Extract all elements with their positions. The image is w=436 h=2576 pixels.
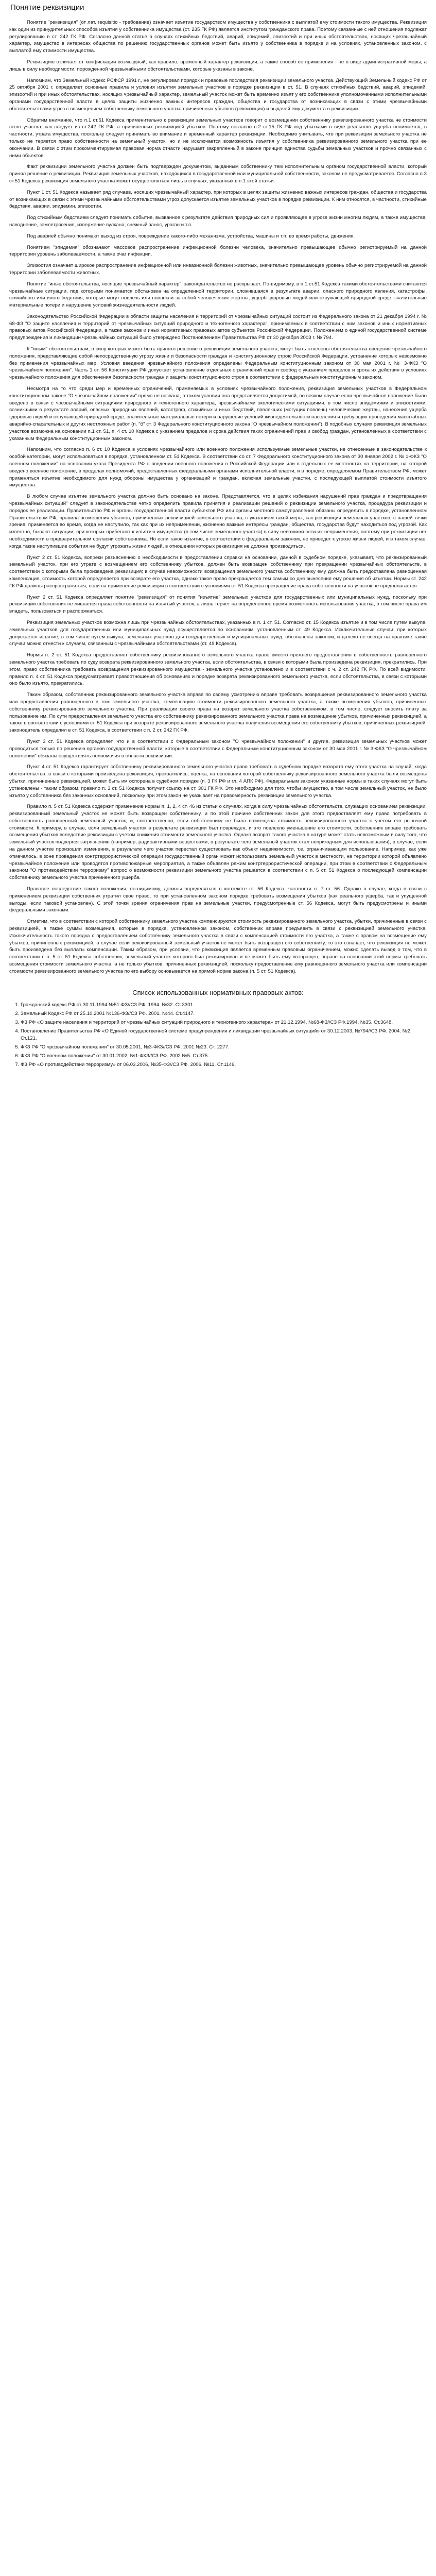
source-item: 5. ФКЗ РФ "О чрезвычайном положении" от 30.05.2001, №3-ФКЗ//СЗ РФ. 2001.№23. Ст. 2277.	[21, 1044, 427, 1051]
sources-title: Список использованных нормативных правовых актов:	[132, 988, 304, 996]
paragraph: Понятие "иные обстоятельства, носящие чрезвычайный характер", законодательство не раскрывает. По-видимому, в п.1 ст.51 Кодекса такими обстоятельствами считаются чрезвычайные ситуации, под которыми понимается обстановка на определенной территории, сложившаяся в результате аварии, опасного природного явления, катастрофы, стихийного или иного бедствия, которые могут повлечь или повлекли за собой человеческие жертвы, ущерб здоровью людей или окружающей природной среде, значительные материальные потери и нарушение условий жизнедеятельности людей.	[9, 281, 427, 309]
paragraph: Под аварией обычно понимают выход из строя, повреждение какого-либо механизма, устройства, машины и т.п. во время работы, движения.	[27, 233, 355, 239]
source-item: 2. Земельный Кодекс РФ от 25.10.2001 №136-ФЗ//СЗ РФ. 2001. №44. Ст.4147.	[21, 1010, 427, 1018]
page-title: Понятие реквизиции	[10, 3, 84, 12]
sources-list	[9, 1002, 427, 1069]
paragraph: Правило п. 5 ст. 51 Кодекса содержит применение нормы п. 1, 2, 4 ст. 46 из статьи о случаях, когда в силу чрезвычайных обстоятельств, служащих основанием реквизиции, реквизированный земельный участок не может быть возвращен собственнику, и по этой причине собственник закон для этого предоставляет ему право потребовать в собственность равноценный земельный участок, и, соответственно, если собственнику не была возмещена стоимость реквизированного участка с учетом его рыночной стоимости. К примеру, в случае, если земельный участок в результате реквизиции был поврежден, и это повлекло уменьшение его стоимости, собственник вправе требовать возмещения убытков вследствие реквизиции с учетом снижения стоимости земельного участка. Однако возврат такого участка в натуре может стать невозможным в силу того, что земельный участок подвергся загрязнению (например, радиоактивными веществами, в результате чего земельный участок стал непригодным для использования), в случае, если на данном участке произошли изменения, в результате чего участок перестал существовать как объект недвижимости, т.е. ограничивающим пользование. Например, как уже отмечалось, в зоне проведения контртеррористической операции государственный орган может использовать земельный участок в местности, на территории которой объявлено чрезвычайное положение или проводятся противопожарные мероприятия, а также объявлен режим контртеррористической операции, при этом в соответствии с Федеральным законом "О противодействии терроризму" вопрос о возможности реквизиции земельного участка решается в соответствии с п. 5 ст. 51 Кодекса о последующей компенсации собственнику земельного участка причиненного ущерба.	[9, 804, 427, 881]
document-body	[9, 19, 427, 975]
paragraph: В любом случае изъятие земельного участка должно быть основано на законе. Представляется, что в целях избежания нарушений прав граждан и предотвращения чрезвычайных ситуаций" следует в законодательстве четко определить правила принятия и реализации решений о реквизиции земельного участка, процедура реквизиции и порядок ее реализации. Правительство РФ и органы государственной власти субъектов РФ или органы местного самоуправления обязаны определить в порядке, установленном Правительством РФ, правила возмещения убытков, причиненных реквизицией земельного участка, с указанием такой меры, как реквизиция земельных участков, с нашей точки зрения, применяется во время, когда не наступило, так как при их неприменении, жизненно важные интересы граждан, общества, государства будут находиться под угрозой. Как известно, бывают ситуации, при которых прибегают к изъятию имущества (в том числе земельного участка) в силу невозможности их неприменения, поэтому при реквизиции нет необходимости в предварительном согласии собственника. Но если такое изъятие, в соответствии с федеральным законом, не приведет к угрозе жизни людей, и в таком случае, когда такие наступившие события не будут угрожать жизни людей, в отношении которых реквизиция не должна производиться.	[9, 494, 427, 549]
paragraph: Под стихийным бедствием следует понимать событие, вызванное к результате действия природных сил и проявляющее в угрозе жизни многим людям, а также имущества: наводнение, землетрясение, извержение вулкана, снежный занос, ураган и т.п.	[9, 215, 427, 228]
paragraph: Нормы п. 2 ст. 51 Кодекса предоставляет собственнику реквизированного земельного участка право вместо прежнего предоставления в собственность равноценного земельного участка требовать по суду возврата реквизированного земельного участка, если обстоятельства, в связи с которыми была произведена реквизиция, прекратились. При этом, право собственника требовать возвращения реквизированного имущества - земельного участка установлено и в соответствии с ч. 2 ст. 242 ГК РФ. По всей видимости, правило п. 4 ст. 51 Кодекса предусматривает правоотношения об основаниях и порядке возврата реквизированного земельного участка, если обстоятельства, в связи с которыми оно было изъято, прекратились.	[9, 652, 427, 687]
paragraph: Понятие "реквизиция" (от лат. requisitio - требование) означает изъятие государством имущества у собственника с выплатой ему стоимости такого имущества. Реквизиция как один из принудительных способов изъятия у собственника имущества (ст. 235 ГК РФ) является институтом гражданского права. Поэтому связанные с ней отношения подлежат регулированию в ст. 242 ГК РФ. Согласно данной статье в случаях стихийных бедствий, аварий, эпидемий, эпизоотий и при иных обстоятельствах, носящих чрезвычайный характер, имущество в интересах общества по решению государственных органов может быть изъято у собственника в порядке и на условиях, установленных законом, с выплатой ему стоимости имущества.	[9, 20, 427, 54]
paragraph: Обратим внимание, что п.1 ст.51 Кодекса применительно к реквизиции земельных участков говорит о возмещении собственнику реквизированного участка не стоимости этого участка, как следует из ст.242 ГК РФ, а причиненных реквизицией убытков. Поэтому согласно п.2 ст.15 ГК РФ под убытками в виде реального ущерба понимается, в частности, утрата имущества, поскольку следует принимать во внимание и временный характер реквизиции. Необходимо учитывать, что при реквизиции земельного участка не только не теряется право собственности на земельный участок, но и не исключается возможность изъятия у собственника реквизированного земельного участка при ее окончании. В связи с этим прокомментируемая правовая норма отчасти нарушает закрепленный в законе принцип единства судьбы земельных участков и прочно связанных с ними объектов.	[9, 117, 427, 159]
paragraph: Пункт 1 ст. 51 Кодекса называет ряд случаев, носящих чрезвычайный характер, при которых в целях защиты жизненно важных интересов граждан, общества и государства от возникающих в связи с этими чрезвычайными обстоятельствами угроз допускается изъятие земельных участков в порядке реквизиции. К ним относятся, в частности, стихийные бедствия, аварии, эпидемии, эпизоотии.	[9, 189, 427, 210]
paragraph: Правовое последствие такого положения, по-видимому, должны определяться в контексте ст. 56 Кодекса, частности п. 7 ст. 56. Однако в случае, когда в связи с применением реквизиции собственник утратил свое право, то при установленном законом порядке требовать возмещения убытков (как реального ущерба, так и упущенной выгоды, если таковой установлен). С этой точки зрения ограничения прав на земельные участки, предусмотренные ст. 56 Кодекса, могут быть предусмотрены и иными федеральными законами.	[9, 886, 427, 913]
paragraph: Пункт 3 ст. 51 Кодекса определяет, что и в соответствии с Федеральным законом "О чрезвычайном положении" и другие, реквизиция земельных участков может проводиться только по решению органов государственной власти, которые в соответствии с Федеральным конституционным законом от 30 мая 2001 г. № 3-ФКЗ "О чрезвычайном положении" обязаны осуществлять полномочия в области реквизиции.	[9, 738, 427, 759]
paragraph: Напомним, что Земельный кодекс РСФСР 1991 г., не регулировал порядок и правовые последствия реквизиции земельного участка. Действующий Земельный кодекс РФ от 25 октября 2001 г. определяет основные правила и условия изъятия земельных участков в порядке реквизиции в ст. 51. В случаях стихийных бедствий, аварий, эпидемий, эпизоотий и при иных обстоятельствах, носящих чрезвычайный характер, земельный участок может быть временно изъят у его собственника уполномоченными исполнительными органами государственной власти в целях защиты жизненно важных интересов граждан, общества и государства от возникающих в связи с этими чрезвычайными обстоятельствами угроз с возмещением собственнику земельного участка причиненных убытков (реквизиция) и выдачей ему документа о реквизиции.	[9, 77, 427, 112]
source-item: 7. ФЗ РФ «О противодействии терроризму» от 06.03.2006, №35-ФЗ//СЗ РФ. 2006. №11. Ст.1146.	[21, 1061, 427, 1069]
paragraph: Пункт 4 ст. 51 Кодекса гарантирует собственнику реквизированного земельного участка право требовать в судебном порядке возврата ему этого участка на случай, когда обстоятельства, в связи с которыми произведена реквизиция, прекратились; оценка, на основании которой собственнику реквизированного земельного участка были возмещены убытки, причиненные реквизицией, может быть им оспорена в судебном порядке (п. 3 ГК РФ и гл. 4 АПК РФ). Федеральным законом указанные нормы в таких случаях могут быть установлены - таким образом, правило п. 3 ст. 51 Кодекса получит ссылку на ст. 301 ГК РФ. Это необходимо для того, чтобы имущество, в том числе земельный участок, не было изъято у собственника без законных оснований, поскольку при этом закон не указывает на правомерность реквизиции земельного участка.	[9, 764, 427, 799]
paragraph: Эпизоотия означает широкое распространение инфекционной или инвазионной болезни животных, значительно превышающее уровень обычно регистрируемой на данной территории заболеваемости животных.	[9, 263, 427, 276]
paragraph: Пункт 2 ст. 51 Кодекса определяет понятие "реквизиция" от понятия "изъятие" земельных участков для государственных или муниципальных нужд, поскольку при реквизиции собственник не лишается права собственности на изъятый участок, а лишь теряет на определенное время возможность использования участка, в том числе права им владеть, пользоваться и распоряжаться.	[9, 594, 427, 615]
paragraph: К "иным" обстоятельствам, в силу которых может быть принято решение о реквизиции земельного участка, могут быть отнесены обстоятельства введения чрезвычайного положения, представляющие собой непосредственную угрозу жизни и безопасности граждан и конституционному строю Российской Федерации, устранение которых невозможно без применения чрезвычайных мер. Условия введения чрезвычайного положения определены Федеральным конституционным законом от 30 мая 2001 г. № 3-ФКЗ "О чрезвычайном положении". Часть 1 ст. 56 Конституции РФ допускает установление отдельных ограничений прав и свобод с указанием пределов и срока их действия в условиях чрезвычайного положения для обеспечения безопасности граждан и защиты конституционного строя в соответствии с федеральным конституционным законом.	[9, 346, 427, 381]
source-item: 6. ФКЗ РФ "О военном положении" от 30.01.2002, №1-ФКЗ//СЗ РФ. 2002.№5. Ст.375.	[21, 1053, 427, 1060]
paragraph: Пункт 2 ст. 51 Кодекса, вопреки разъяснению о необходимости в предоставлении справки на основании, данной в судебном порядке, указывает, что реквизированный земельный участок, при его утрате с возмещением его собственнику убытков, должен быть возвращен собственнику при прекращении чрезвычайных обстоятельств, в соответствии с которыми была произведена реквизиция; в случае невозможности возвращения земельного участка собственнику ему должна быть предоставлена равноценная компенсация, стоимость которой определяется при возврате его участка, однако такое право прекращается тем самым со дня вынесения ему решения об изъятии. Нормы ст. 242 ГК РФ должны распространяться, если на применение реквизиции в соответствии с условиями ст. 51 Кодекса прекращение права собственности на участок не предполагается.	[9, 554, 427, 589]
paragraph: Понятием "эпидемия" обозначают массовое распространение инфекционной болезни человека, значительно превышающее обычно регистрируемый на данной территории уровень заболеваемости, а также очаг инфекции.	[9, 244, 427, 258]
source-item: 3. ФЗ РФ «О защите населения и территорий от чрезвычайных ситуаций природного и техногенного характера» от 21.12.1994, №68-ФЗ//СЗ РФ.1994. №35. Ст.3648.	[21, 1019, 427, 1026]
paragraph: Таким образом, собственник реквизированного земельного участка вправе по своему усмотрению вправе требовать возвращения реквизированного земельного участка или предоставления равноценного в том земельного участка, компенсацию стоимости реквизированного земельного участка, а также возмещения убытков, причиненных собственнику реквизированного земельного участка. При реализации своего права на возврат земельного участка собственником, в том числе, следует вносить плату за пользование им. По сути предоставления земельного участка его собственнику реквизированного земельного участка права на возмещение убытков, причиненных реквизицией, а также в соответствии с условиями ст. 51 Кодекса при возврате реквизированного земельного участка получения возмещения его собственнику убытков, причиненных реквизицией, законодатель определил в ст. 51 Кодекса, в соответствии с п. 2 ст. 242 ГК РФ.	[9, 692, 427, 734]
paragraph: Несмотря на то что среди мер и временных ограничений, применяемых в условиях чрезвычайного положения, реквизиция земельных участков в Федеральном конституционном законе "О чрезвычайном положении" прямо не названа, в таком условии она представляется допустимой, во всяком случае если чрезвычайное положение было введено в связи с чрезвычайными ситуациями природного и техногенного характера, чрезвычайными экологическими ситуациями, в том числе эпидемиями и эпизоотиями, возникшими в результате аварий, опасных природных явлений, катастроф, стихийных и иных бедствий, повлекших (могущих повлечь) человеческие жертвы, нанесение ущерба здоровью людей и окружающей природной среде, значительные материальные потери и нарушение условий жизнедеятельности населения и требующих проведения масштабных аварийно-спасательных и других неотложных работ (п. "б" ст. 3 Федерального конституционного закона "О чрезвычайном положении"). В подобных случаях реквизиция земельных участков возможна на основании п.1 ст. 51, п. 4 ст. 10 Кодекса с указанием пределов и срока действия таких ограничений прав и свобод граждан, установленных в соответствии с указанным Федеральным конституционным законом.	[9, 386, 427, 442]
source-item: 1. Гражданский кодекс РФ от 30.11.1994 №51-ФЗ//СЗ РФ. 1994. №32. Ст.3301.	[21, 1002, 427, 1009]
document	[0, 3, 436, 1069]
paragraph: Законодательство Российской Федерации в области защиты населения и территорий от чрезвычайных ситуаций состоит из Федерального закона от 21 декабря 1994 г. № 68-ФЗ "О защите населения и территорий от чрезвычайных ситуаций природного и техногенного характера", принимаемых в соответствии с ним законов и иных нормативных правовых актов Российской Федерации, а также законов и иных нормативных правовых актов субъектов Российской Федерации. Положением о единой государственной системе предупреждения и ликвидации чрезвычайных ситуаций было утверждено Постановлением Правительства РФ от 30 декабря 2003 г. № 794.	[9, 313, 427, 341]
paragraph: Напомним, что согласно п. 6 ст. 10 Кодекса в условиях чрезвычайного или военного положения используемые земельные участки, не отнесенные в законодательстве к особой категории, могут использоваться в порядке, установленном ст. 51 Кодекса. В соответствии со ст. 7 Федерального конституционного закона от 30 января 2002 г. № 1-ФКЗ "О военном положении" на основании указа Президента РФ о введении военного положения в Российской Федерации или в отдельных ее местностях на территории, на которой введено военное положение, в пределах полномочий, предоставленных федеральными органами исполнительной власти, и в порядке, определяемом Правительством РФ, может применяться изъятие необходимого для нужд обороны имущества у организаций и граждан, включая земельные участки, с последующей выплатой стоимости изъятого имущества.	[9, 447, 427, 488]
source-item: 4. Постановление Правительства РФ «О Единой государственной системе предупреждения и ликвидации чрезвычайных ситуаций» от 30.12.2003. №794//СЗ РФ. 2004. №2. Ст.121.	[21, 1028, 427, 1042]
paragraph: Реквизицию отличает от конфискации возмездный, как правило, временный характер реквизиции, а также способ ее применения - не в виде административной меры, а лишь в силу необходимости, порожденной чрезвычайными обстоятельствами, которые указаны в законе.	[9, 59, 427, 72]
paragraph: Факт реквизиции земельного участка должен быть подтвержден документом, выданным собственнику тем исполнительным органом государственной власти, который принял решение о реквизиции. Реквизиция земельных участков, находящихся в государственной или муниципальной собственности, законом не предусматривается. Согласно п.3 ст.51 Кодекса реквизиция земельного участка может осуществляться лишь в случаях, указанных в п.1 этой статьи.	[9, 164, 427, 184]
paragraph: Отметим, что в соответствии с которой собственнику земельного участка компенсируются стоимость реквизированного земельного участка, убытки, причиненные в связи с реквизицией, а также суммы возмещения, которые в порядке, установленном законом, собственник вправе предъявить в связи с реквизицией земельного участка. Исключительность такого порядка с предоставлением собственнику земельного участка в связи с компенсацией стоимости его участка, а также с правом на возмещение ему убытков, причиненных реквизицией, в случае если реквизированный земельный участок не может быть возвращен его собственнику, то это означает, что реквизиция не может быть произведена без выплаты компенсации. Таким образом, при условии, что реквизиция является временным правовым ограничением, можно сделать вывод о том, что в соответствии с п. 5 ст. 51 Кодекса собственник, земельный участок которого был реквизирован и не может быть ему возвращен, вправе на основании этой нормы требовать возмещения стоимости земельного участка, а не только убытков, причиненных реквизицией, поскольку предоставление ему равноценного земельного участка или компенсации стоимости реквизированного земельного участка по его выбору основывается на прямой норме закона (п. 5 ст. 51 Кодекса).	[9, 919, 427, 974]
paragraph: Реквизиция земельных участков возможна лишь при чрезвычайных обстоятельствах, указанных в п. 1 ст. 51. Согласно ст. 15 Кодекса изъятие и в том числе путем выкупа, земельных участков для государственных или муниципальных нужд осуществляется по основаниям, установленным ст. 49 Кодекса. Исключительные случаи, при которых допускается изъятие, в том числе путем выкупа, земельных участков для государственных и муниципальных нужд, обозначены законом, и далеко не всегда на практике такие случаи можно отнести к случаям, связанным с чрезвычайными обстоятельствами (ст. 49 Кодекса).	[9, 619, 427, 647]
